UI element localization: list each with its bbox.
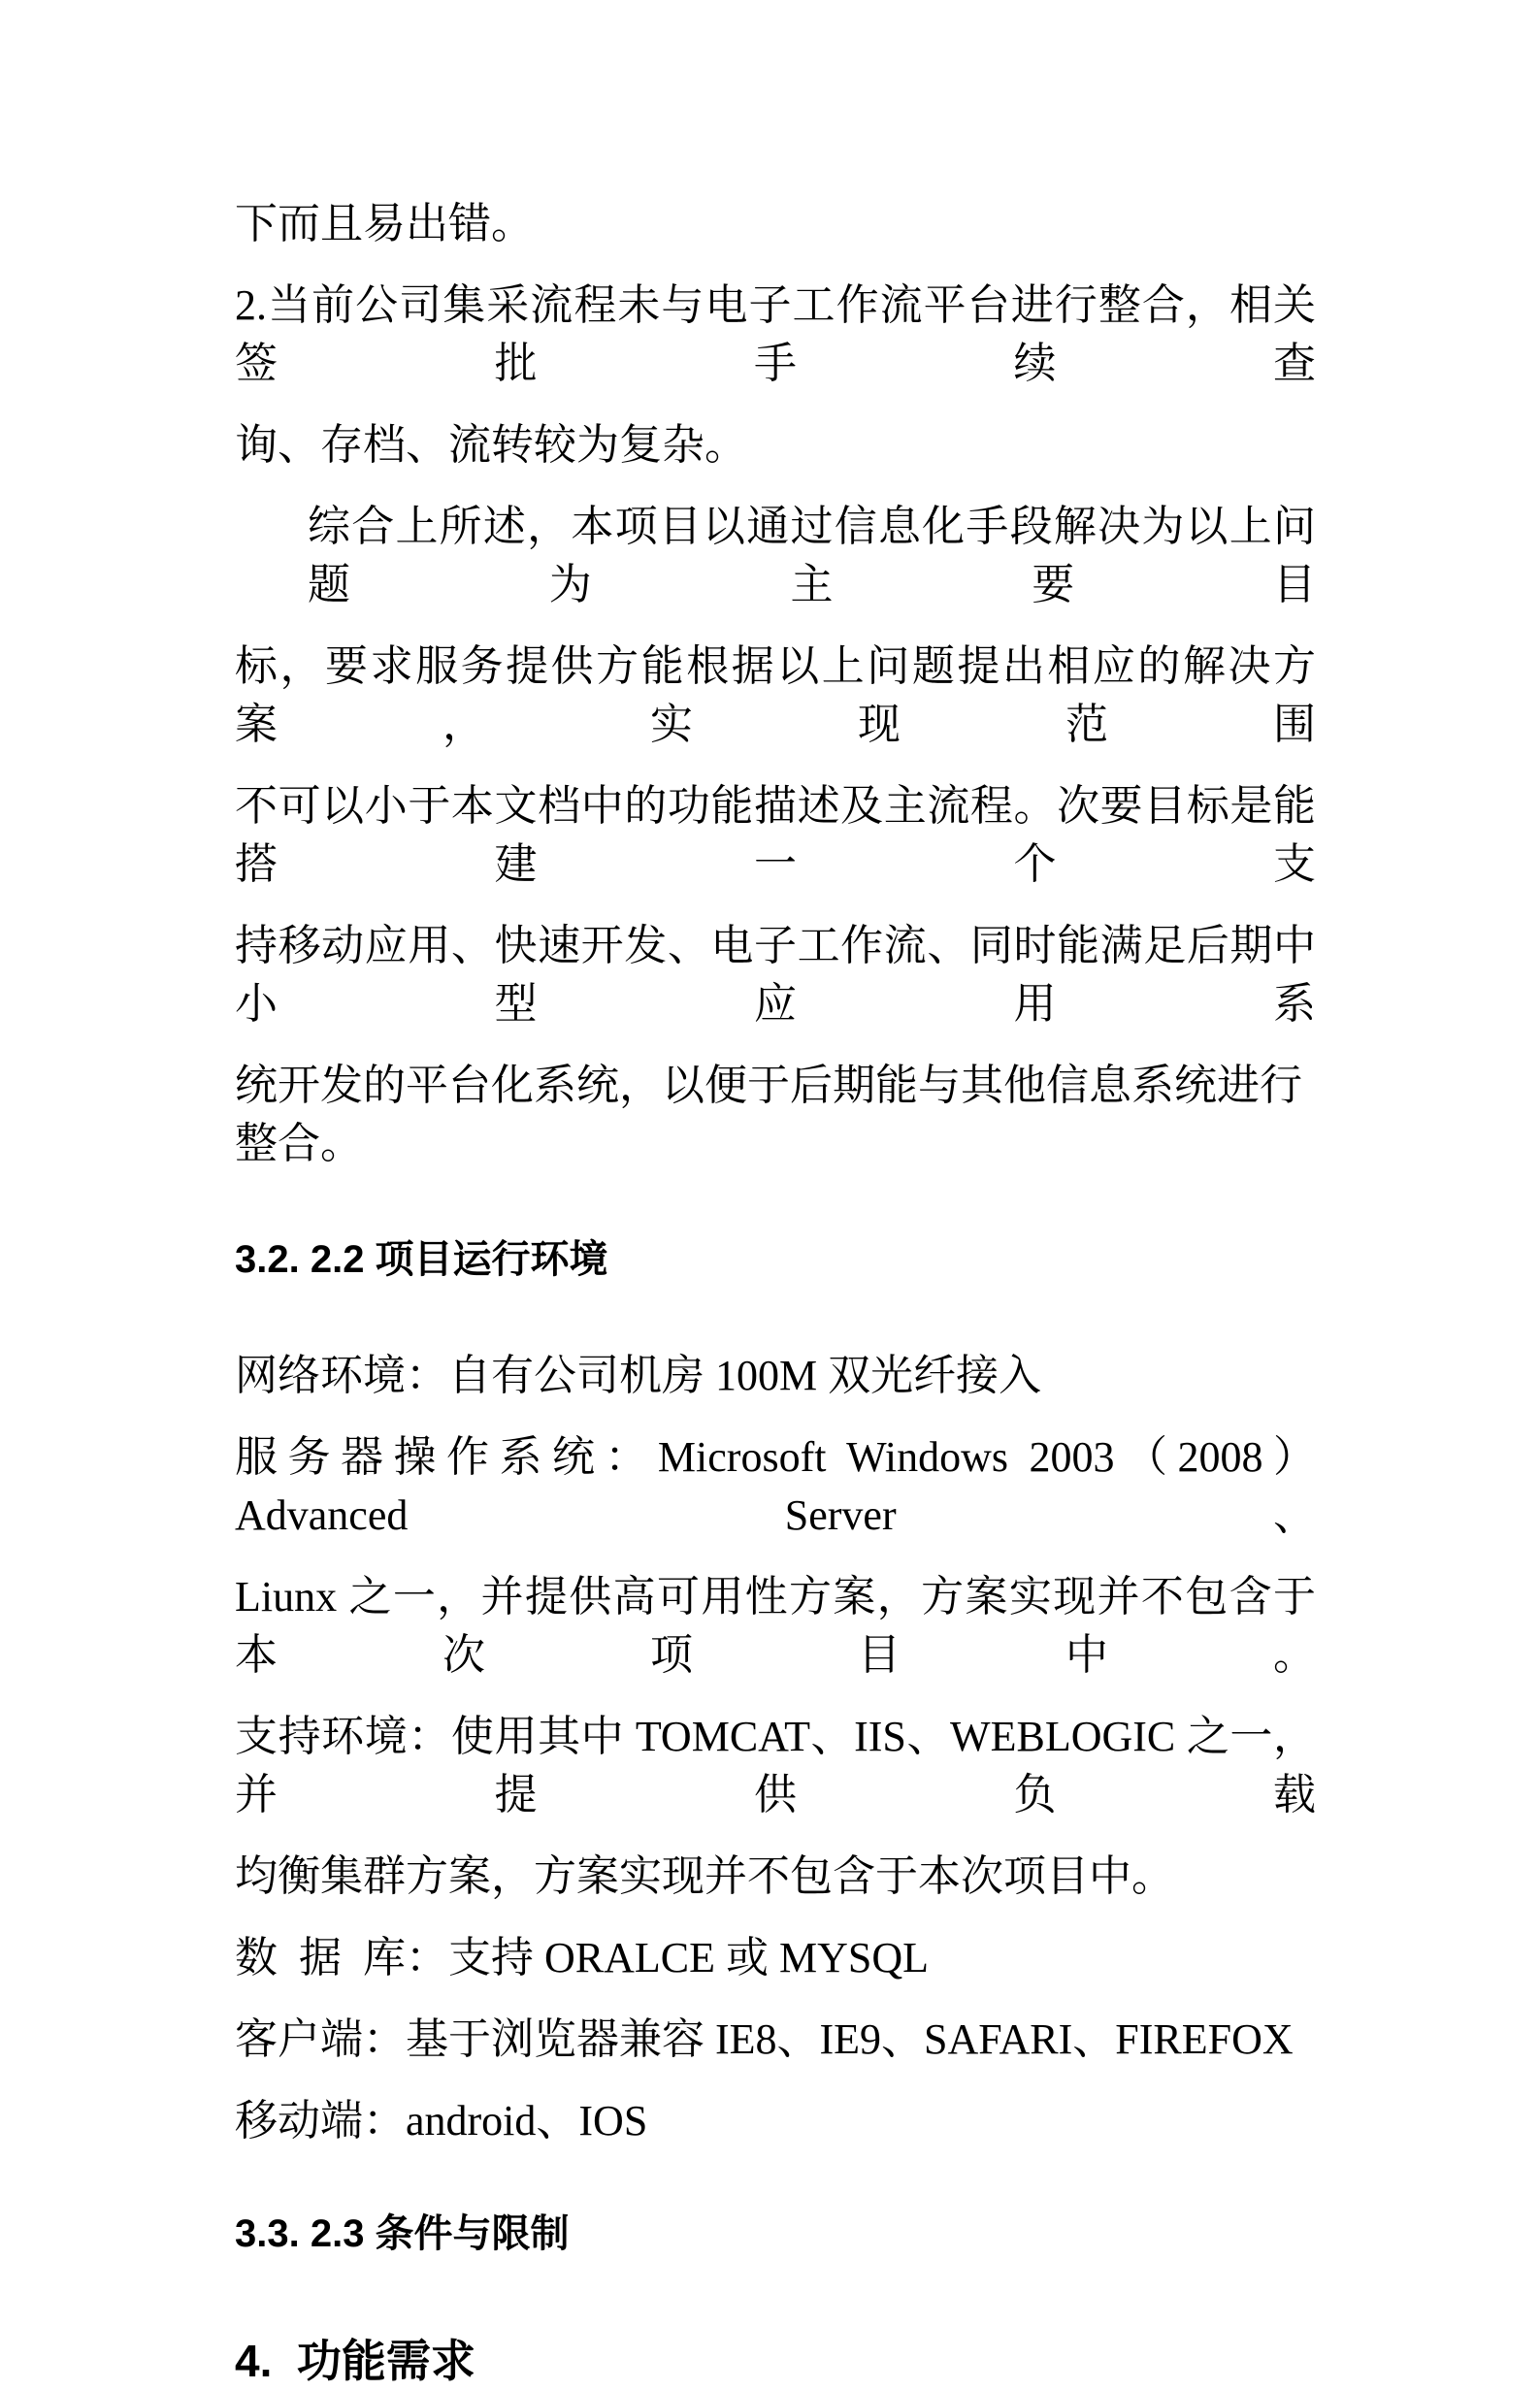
env-database: 数 据 库：支持 ORALCE 或 MYSQL (235, 1934, 930, 1981)
paragraph-line: 持移动应用、快速开发、电子工作流、同时能满足后期中小型应用系 (235, 922, 1316, 1028)
paragraph-line: 不可以小于本文档中的功能描述及主流程。次要目标是能搭建一个支 (235, 782, 1316, 888)
env-os: 服务器操作系统：Microsoft Windows 2003（2008）Advanced Server 、 (235, 1433, 1316, 1539)
chapter-heading: 4. 功能需求 (235, 2336, 475, 2386)
env-support: 支持环境：使用其中 TOMCAT、IIS、WEBLOGIC 之一，并提供负载 (235, 1713, 1316, 1818)
env-support-cont: 均衡集群方案，方案实现并不包含于本次项目中。 (235, 1852, 1174, 1900)
paragraph-line: 下而且易出错。 (235, 200, 534, 247)
paragraph-line: 综合上所述，本项目以通过信息化手段解决为以上问题为主要目 (308, 503, 1316, 608)
paragraph-line: 统开发的平台化系统，以便于后期能与其他信息系统进行整合。 (235, 1062, 1302, 1167)
env-os-cont: Liunx 之一，并提供高可用性方案，方案实现并不包含于本次项目中。 (235, 1573, 1316, 1679)
env-client: 客户端：基于浏览器兼容 IE8、IE9、SAFARI、FIREFOX (235, 2015, 1294, 2063)
section-heading: 3.2. 2.2 项目运行环境 (235, 1238, 608, 1281)
paragraph-line: 2.当前公司集采流程未与电子工作流平台进行整合，相关签批手续查 (235, 281, 1316, 387)
env-network: 网络环境：自有公司机房 100M 双光纤接入 (235, 1352, 1042, 1399)
paragraph-line: 询、存档、流转较为复杂。 (235, 421, 747, 469)
env-mobile: 移动端：android、IOS (235, 2097, 648, 2144)
section-heading: 3.3. 2.3 条件与限制 (235, 2212, 570, 2255)
paragraph-line: 标，要求服务提供方能根据以上问题提出相应的解决方案，实现范围 (235, 642, 1316, 748)
